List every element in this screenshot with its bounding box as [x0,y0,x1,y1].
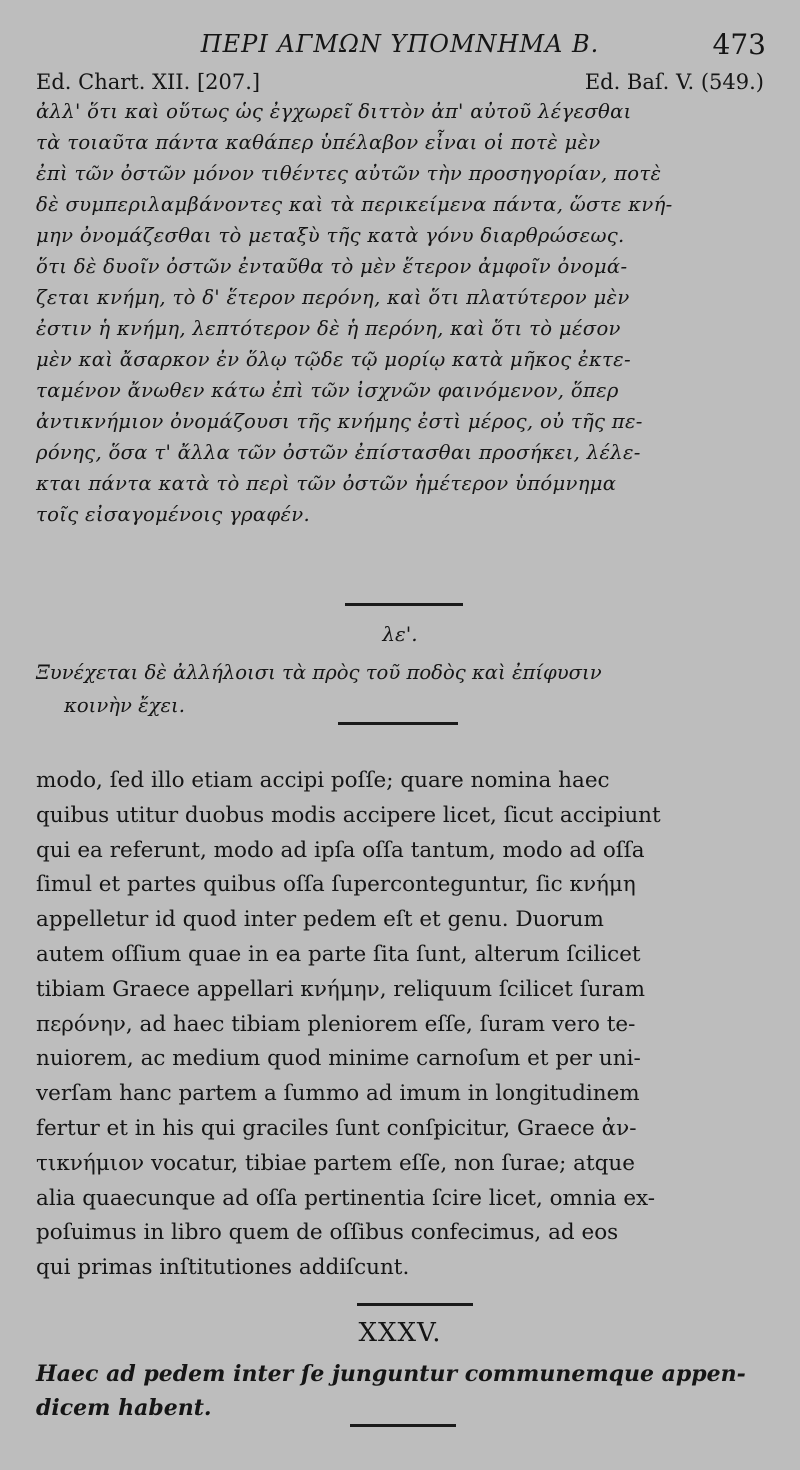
greek-line: μὲν καὶ ἄσαρκον ἐν ὅλῳ τῷδε τῷ μορίῳ κατὰ μῆκος ἐκτε- [36,348,631,371]
greek-aphorism-line: Ξυνέχεται δὲ ἀλλήλοισι τὰ πρὸς τοῦ ποδὸς καὶ ἐπίφυσιν [36,661,602,684]
latin-line: ſimul et partes quibus oſſa ſuperconteguntur, ſic κνήμη [36,872,636,898]
latin-line: qui ea referunt, modo ad ipſa oſſa tantum, modo ad oſſa [36,837,645,863]
greek-section-number: λε'. [382,622,418,646]
greek-line: μην ὀνομάζεσθαι τὸ μεταξὺ τῆς κατὰ γόνυ διαρθρώσεως. [36,224,625,247]
greek-line: ρόνης, ὅσα τ' ἄλλα τῶν ὀστῶν ἐπίστασθαι προσήκει, λέλε- [36,441,641,464]
latin-line: alia quaecunque ad oſſa pertinentia ſcire licet, omnia ex- [36,1185,656,1211]
greek-line: ζεται κνήμη, τὸ δ' ἕτερον περόνη, καὶ ὅτι πλατύτερον μὲν [36,286,630,309]
latin-line: τικνήμιον vocatur, tibiae partem eſſe, non ſurae; atque [36,1150,635,1176]
latin-aphorism [36,1357,764,1425]
greek-line: ἐπὶ τῶν ὀστῶν μόνον τιθέντες αὐτῶν τὴν προσηγορίαν, ποτὲ [36,162,662,185]
divider-rule [338,722,458,725]
latin-line: fertur et in his qui graciles ſunt conſpicitur, Graece ἀν- [36,1115,637,1141]
greek-line: ταμένον ἄνωθεν κάτω ἐπὶ τῶν ἰσχνῶν φαινόμενον, ὅπερ [36,379,619,402]
page-number: 473 [712,28,766,61]
greek-line: κται πάντα κατὰ τὸ περὶ τῶν ὀστῶν ἡμέτερον ὑπόμνημα [36,472,617,495]
latin-line: verſam hanc partem a ſummo ad imum in longitudinem [36,1081,640,1107]
latin-line: tibiam Graece appellari κνήμην, reliquum ſcilicet ſuram [36,976,645,1002]
greek-line: τοῖς εἰσαγομένοις γραφέν. [36,503,311,526]
greek-line: ἀντικνήμιον ὀνομάζουσι τῆς κνήμης ἐστὶ μέρος, οὐ τῆς πε- [36,410,643,433]
latin-line: nuiorem, ac medium quod minime carnoſum et per uni- [36,1046,641,1072]
greek-aphorism-line: κοινὴν ἔχει. [64,694,185,717]
latin-line: περόνην, ad haec tibiam pleniorem eſſe, ſuram vero te- [36,1011,636,1037]
greek-line: ὅτι δὲ δυοῖν ὀστῶν ἐνταῦθα τὸ μὲν ἕτερον ἀμφοῖν ὀνομά- [36,255,628,278]
latin-aphorism-line: Haec ad pedem inter ſe junguntur communemque appen- [36,1361,746,1387]
edition-reference-right: Ed. Baſ. V. (549.) [584,70,764,94]
greek-line: τὰ τοιαῦτα πάντα καθάπερ ὑπέλαβον εἶναι οἱ ποτὲ μὲν [36,131,601,154]
latin-translation [36,764,764,1286]
divider-rule [350,1424,456,1427]
greek-aphorism [36,656,764,722]
latin-line: poſuimus in libro quem de oſſibus confecimus, ad eos [36,1220,619,1246]
edition-reference-left: Ed. Chart. XII. [207.] [36,70,261,94]
latin-line: autem oſſium quae in ea parte ſita ſunt, alterum ſcilicet [36,941,641,967]
latin-line: quibus utitur duobus modis accipere licet, ſicut accipiunt [36,802,661,828]
divider-rule [345,603,463,606]
greek-line: ἀλλ' ὅτι καὶ οὕτως ὡς ἐγχωρεῖ διττὸν ἀπ' αὐτοῦ λέγεσθαι [36,100,632,123]
latin-line: qui primas inſtitutiones addiſcunt. [36,1255,410,1281]
greek-commentary [36,96,764,530]
divider-rule [357,1303,473,1306]
latin-aphorism-line: dicem habent. [36,1395,212,1421]
latin-line: modo, ſed illo etiam accipi poſſe; quare nomina haec [36,768,610,793]
latin-section-number: XXXV. [358,1318,442,1348]
latin-line: appelletur id quod inter pedem eſt et genu. Duorum [36,907,604,933]
greek-line: ἐστιν ἡ κνήμη, λεπτότερον δὲ ἡ περόνη, καὶ ὅτι τὸ μέσον [36,317,621,340]
greek-line: δὲ συμπεριλαμβάνοντες καὶ τὰ περικείμενα πάντα, ὥστε κνή- [36,193,673,216]
running-title: ΠΕΡΙ ΑΓΜΩΝ ΥΠΟΜΝΗΜΑ Β. [200,30,600,58]
